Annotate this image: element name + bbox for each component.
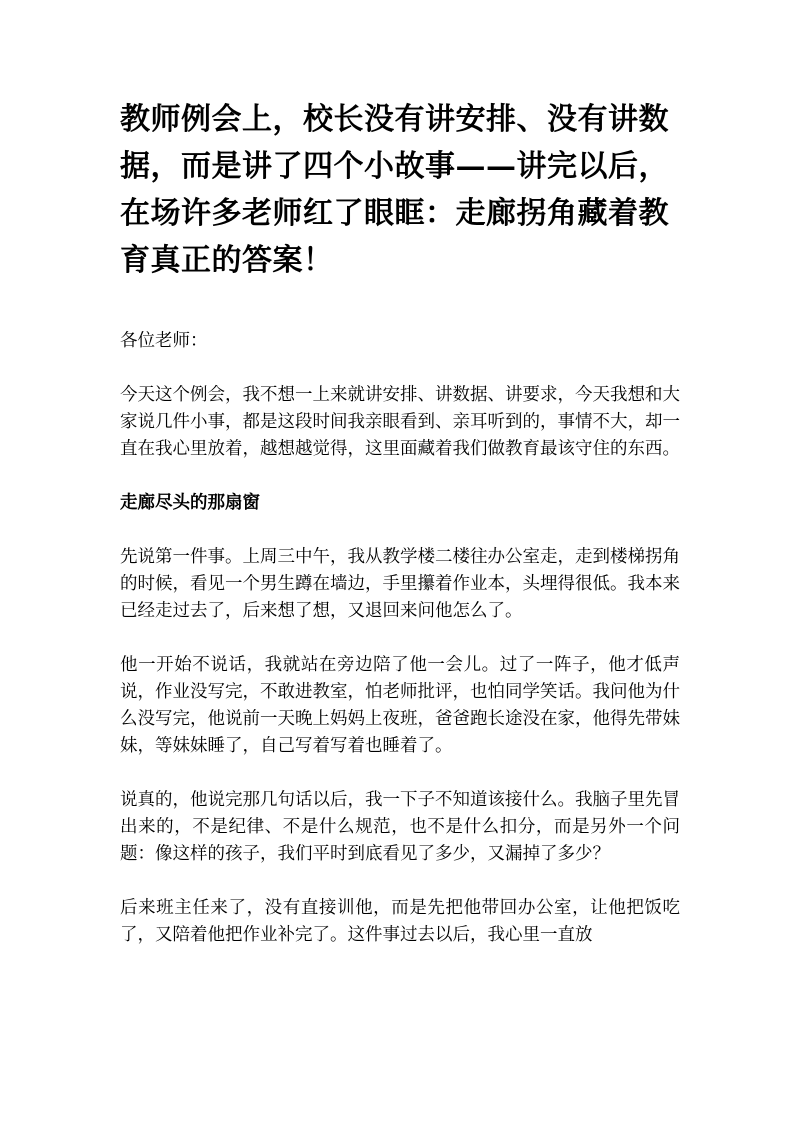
body-paragraph: 后来班主任来了，没有直接训他，而是先把他带回办公室，让他把饭吃了，又陪着他把作业补完了。这件事过去以后，我心里一直放 (120, 898, 680, 945)
paragraph-gap (120, 868, 680, 895)
body-paragraph: 他一开始不说话，我就站在旁边陪了他一会儿。过了一阵子，他才低声说，作业没写完，不敢进教室，怕老师批评，也怕同学笑话。我问他为什么没写完，他说前一天晚上妈妈上夜班，爸爸跑长途没在家，他得先带妹妹，等妹妹睡了，自己写着写着也睡着了。 (120, 655, 680, 756)
document-page (120, 96, 680, 949)
paragraph-gap (120, 760, 680, 787)
paragraph-gap (120, 355, 680, 382)
intro-paragraph: 今天这个例会，我不想一上来就讲安排、讲数据、讲要求，今天我想和大家说几件小事，都是这段时间我亲眼看到、亲耳听到的，事情不大，却一直在我心里放着，越想越觉得，这里面藏着我们做教育最该守住的东西。 (120, 385, 680, 459)
body-paragraph: 说真的，他说完那几句话以后，我一下子不知道该接什么。我脑子里先冒出来的，不是纪律、不是什么规范，也不是什么扣分，而是另外一个问题：像这样的孩子，我们平时到底看见了多少，又漏掉了多少？ (120, 790, 680, 864)
paragraph-gap (120, 517, 680, 544)
section-heading: 走廊尽头的那扇窗 (120, 493, 260, 513)
document-title: 教师例会上，校长没有讲安排、没有讲数据，而是讲了四个小故事——讲完以后，在场许多老师红了眼眶：走廊拐角藏着教育真正的答案！ (120, 102, 669, 278)
paragraph-gap (120, 625, 680, 652)
greeting: 各位老师： (120, 331, 208, 351)
body-paragraph: 先说第一件事。上周三中午，我从教学楼二楼往办公室走，走到楼梯拐角的时候，看见一个男生蹲在墙边，手里攥着作业本，头埋得很低。我本来已经走过去了，后来想了想，又退回来问他怎么了。 (120, 547, 680, 621)
paragraph-gap (120, 463, 680, 490)
